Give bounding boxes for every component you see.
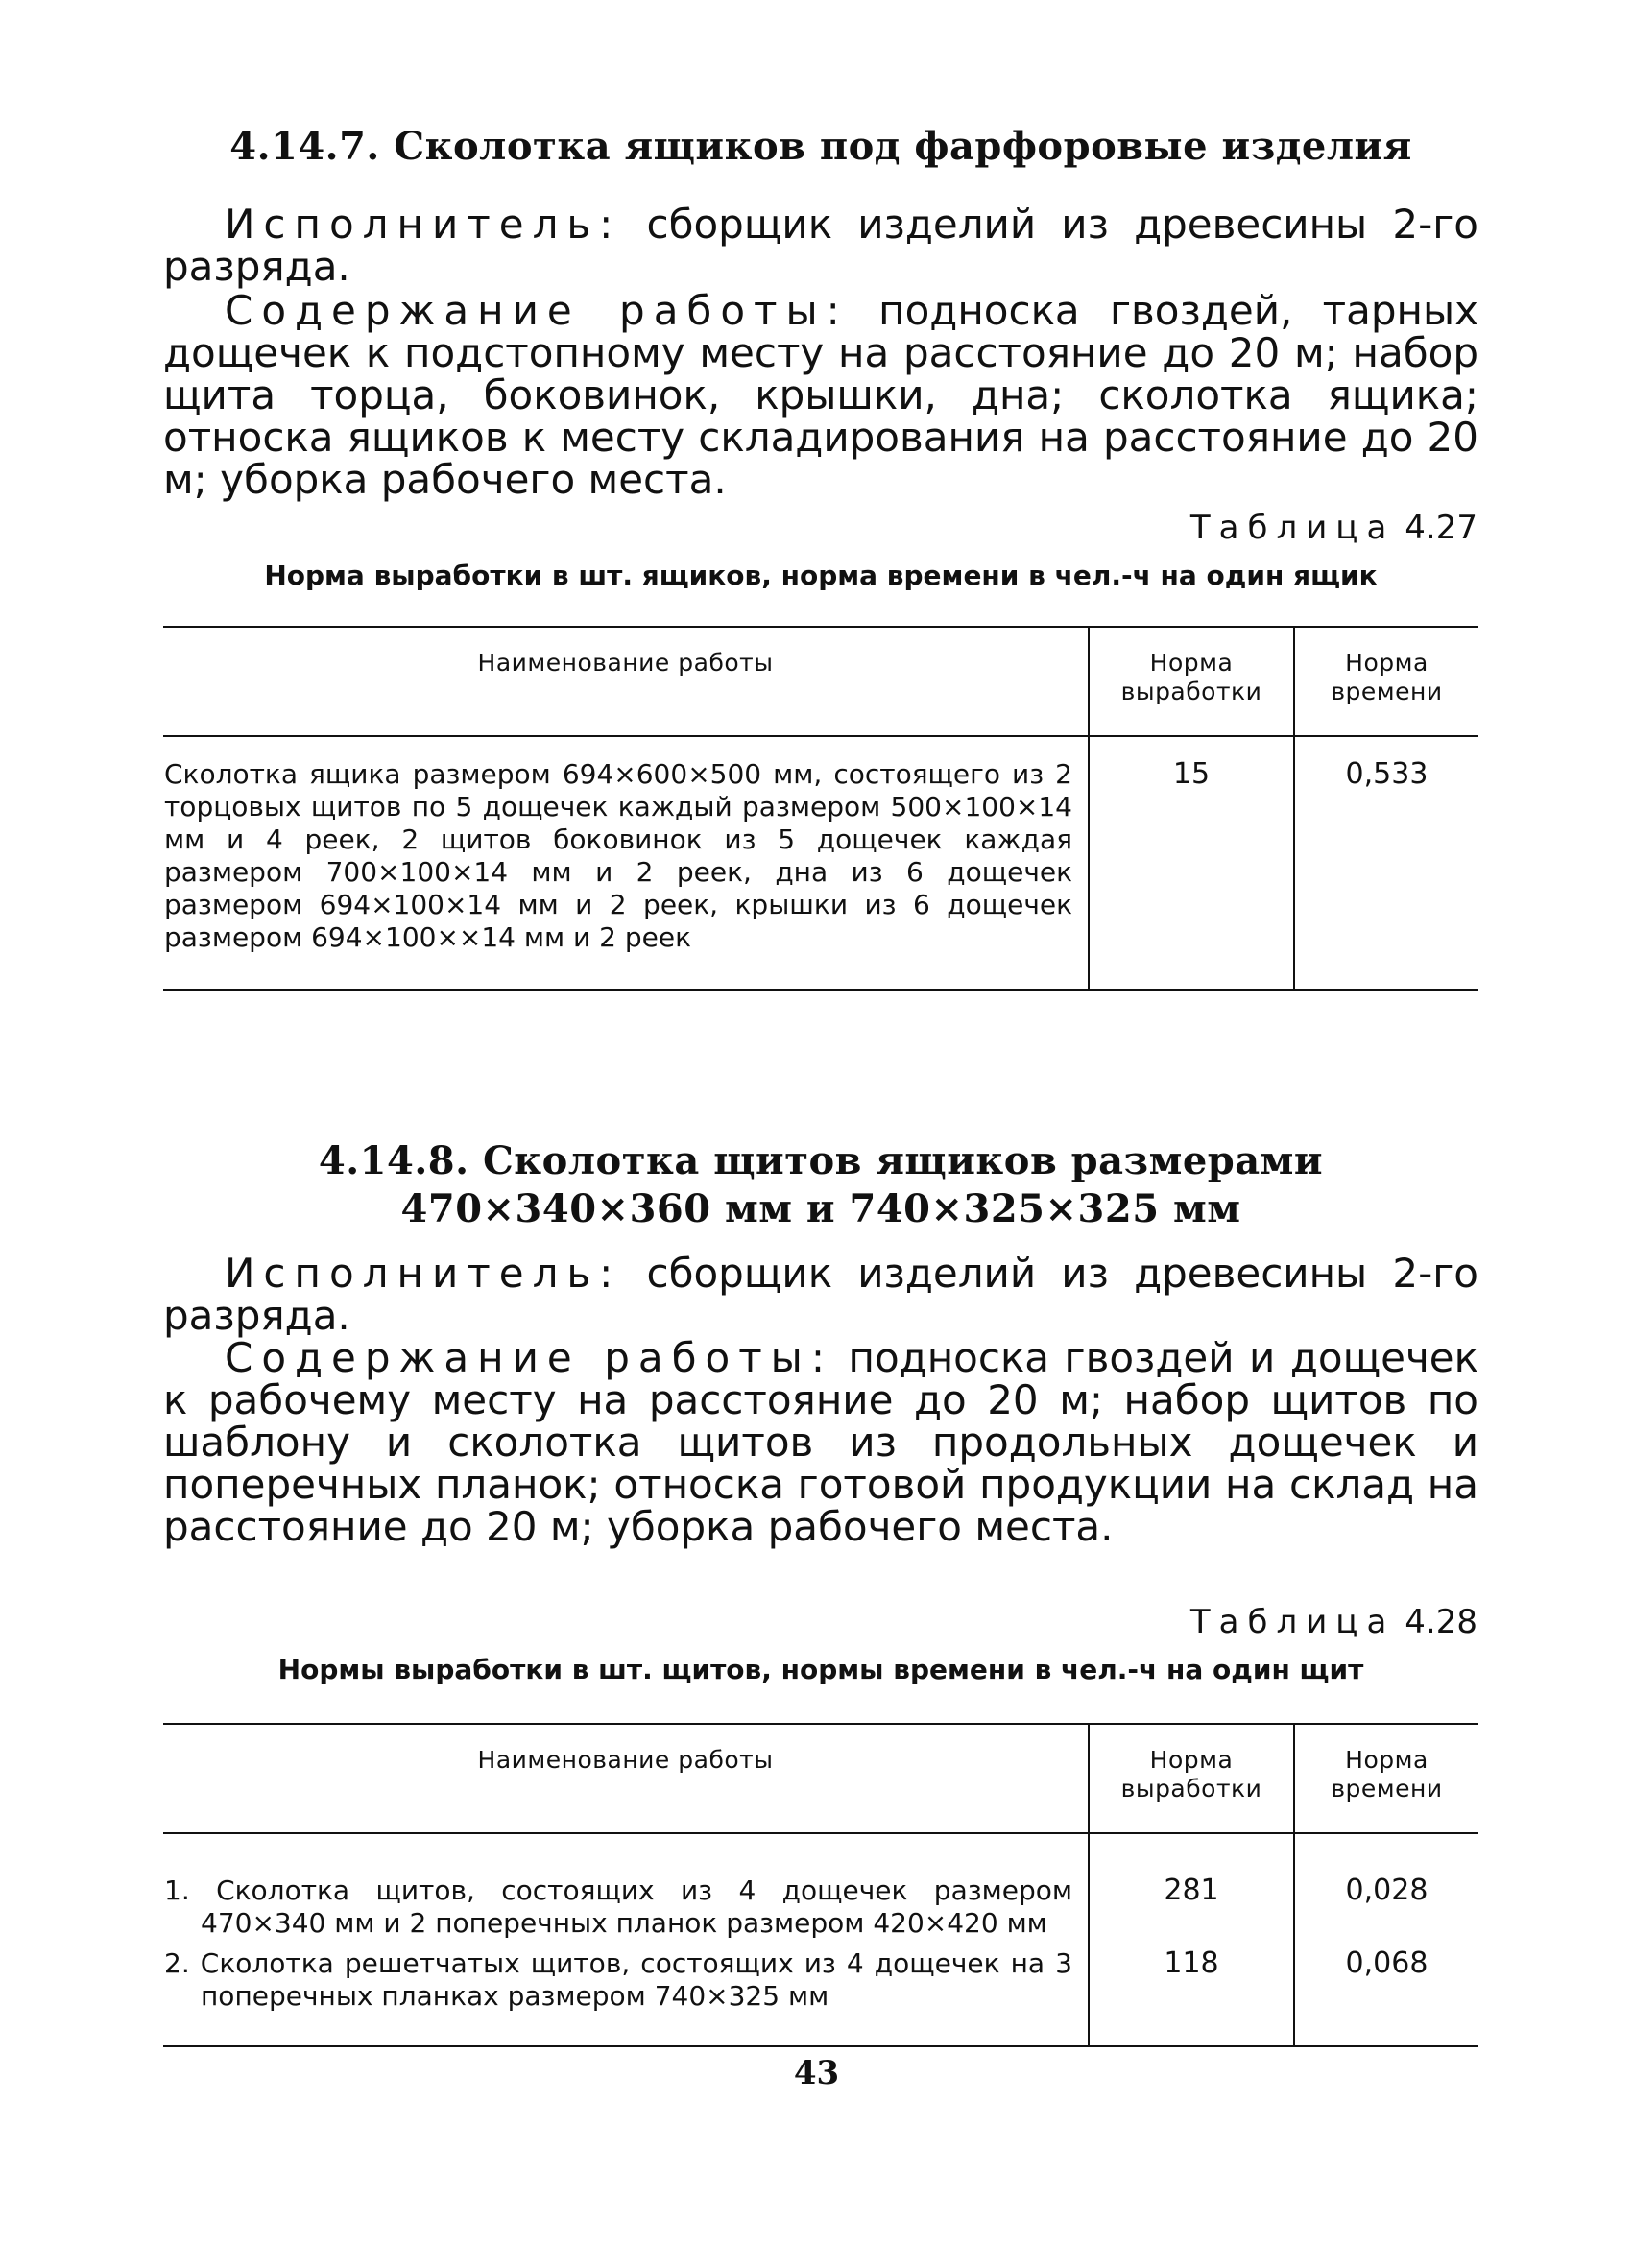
header-time-norm: Норма времени (1294, 627, 1478, 736)
norm-table-4-28 (163, 1723, 1478, 2047)
page-number: 43 (793, 2054, 840, 2092)
section2-executor (163, 1250, 1478, 1339)
table-number-4-28: Таблица 4.28 (1189, 1603, 1477, 1641)
table-row (163, 1833, 1478, 1947)
cell-output-norm: 15 (1089, 736, 1294, 990)
cell-work-name: 2. Сколотка решетчатых щитов, состоящих из 4 дощечек на 3 поперечных планках размером 740×325 мм (164, 1947, 1072, 2012)
header-output-norm: Норма выработки (1089, 1724, 1294, 1833)
cell-work-name: Сколотка ящика размером 694×600×500 мм, состоящего из 2 торцовых щитов по 5 дощечек каждый размером 500×100×14 мм и 4 реек, 2 щитов боковинок из 5 дощечек каждая размером 700×100×14 мм и 2 реек, дна из 6 дощечек размером 694×100×14 мм и 2 реек, крышки из 6 дощечек размером 694×100××14 мм и 2 реек (164, 758, 1072, 953)
content-label: Содержание работы: (225, 287, 849, 334)
executor-text: сборщик изделий из древесины 2-го разряда. (163, 201, 1478, 290)
section2-content (163, 1334, 1478, 1550)
executor-text: сборщик изделий из древесины 2-го разряда. (163, 1250, 1478, 1339)
table-number-4-27: Таблица 4.27 (1189, 509, 1477, 547)
cell-work-name: 1. Сколотка щитов, состоящих из 4 дощечек размером 470×340 мм и 2 поперечных планок размером 420×420 мм (164, 1874, 1072, 1939)
section1-content (163, 287, 1478, 503)
table-row (163, 1947, 1478, 2046)
cell-output-norm: 118 (1089, 1947, 1294, 2046)
executor-label: Исполнитель: (225, 201, 622, 248)
section1-executor (163, 203, 1478, 288)
section-title-4-14-7: 4.14.7. Сколотка ящиков под фарфоровые изделия (229, 124, 1412, 169)
cell-time-norm: 0,028 (1294, 1833, 1478, 1947)
norm-table-4-27 (163, 626, 1478, 991)
executor-label: Исполнитель: (225, 1250, 622, 1297)
header-work-name: Наименование работы (163, 1724, 1089, 1833)
header-time-norm: Норма времени (1294, 1724, 1478, 1833)
cell-time-norm: 0,068 (1294, 1947, 1478, 2046)
table-caption-4-27: Норма выработки в шт. ящиков, норма времени в чел.-ч на один ящик (264, 560, 1378, 591)
table-row (163, 736, 1478, 990)
section-title-4-14-8: 4.14.8. Сколотка щитов ящиков размерами 470×340×360 мм и 740×325×325 мм (318, 1138, 1324, 1231)
header-output-norm: Норма выработки (1089, 627, 1294, 736)
cell-output-norm: 281 (1089, 1833, 1294, 1947)
header-work-name: Наименование работы (163, 627, 1089, 736)
content-label: Содержание работы: (225, 1334, 833, 1381)
cell-time-norm: 0,533 (1294, 736, 1478, 990)
content-text: подноска гвоздей и дощечек к рабочему месту на расстояние до 20 м; набор щитов по шаблону и сколотка щитов из продольных дощечек и поперечных планок; относка готовой продукции на склад на расстояние до 20 м; уборка рабочего места. (163, 1334, 1478, 1550)
table-caption-4-28: Нормы выработки в шт. щитов, нормы времени в чел.-ч на один щит (277, 1654, 1364, 1685)
content-text: подноска гвоздей, тарных дощечек к подстопному месту на расстояние до 20 м; набор щита торца, боковинок, крышки, дна; сколотка ящика; относка ящиков к месту складирования на расстояние до 20 м; уборка рабочего места. (163, 287, 1478, 503)
